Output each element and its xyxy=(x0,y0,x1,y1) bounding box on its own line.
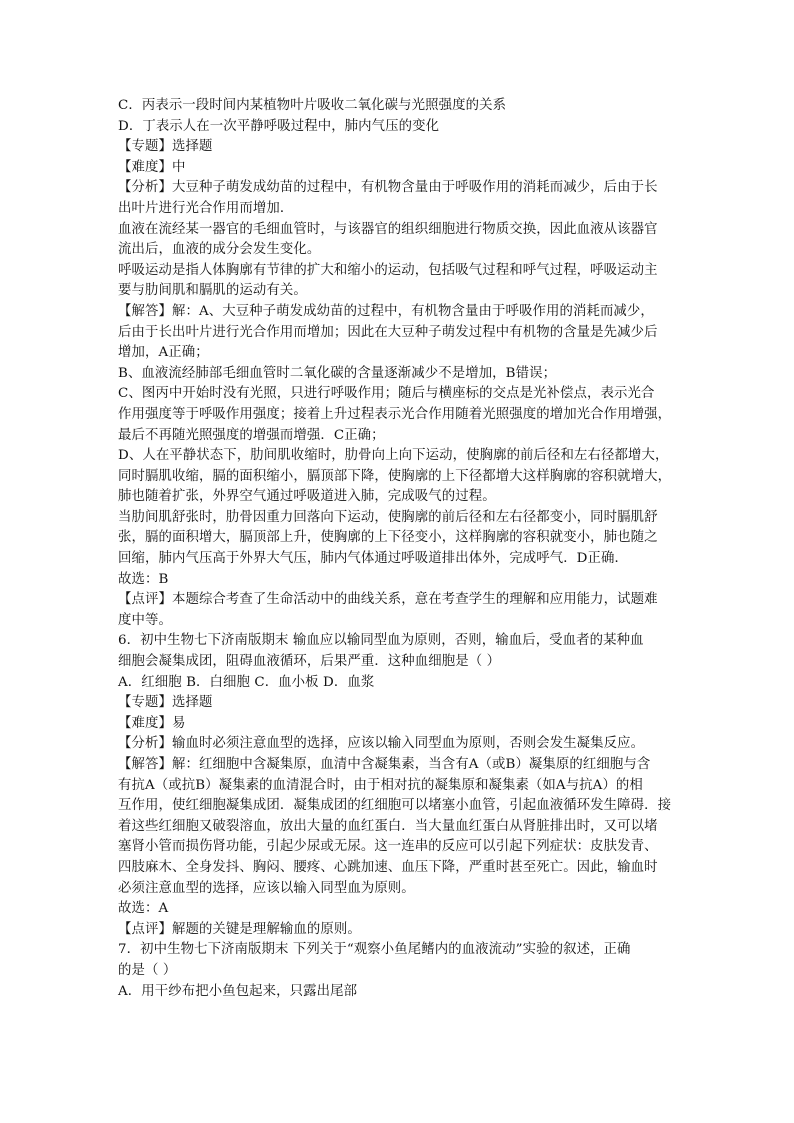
text-line: 当肋间肌舒张时，肋骨因重力回落向下运动，使胸廓的前后径和左右径都变小，同时膈肌舒 xyxy=(118,509,658,525)
text-line: 故选：A xyxy=(118,901,169,917)
text-line: 同时膈肌收缩，膈的面积缩小，膈顶部下降，使胸廓的上下径都增大这样胸廓的容积就增大， xyxy=(118,468,672,484)
text-line: D．丁表示人在一次平静呼吸过程中，肺内气压的变化 xyxy=(118,118,440,134)
text-line: 【难度】易 xyxy=(118,715,186,731)
text-line: 【解答】解：A、大豆种子萌发成幼苗的过程中，有机物含量由于呼吸作用的消耗而减少， xyxy=(118,303,654,319)
text-line: 出叶片进行光合作用而增加． xyxy=(118,200,294,216)
text-line: 【点评】解题的关键是理解输血的原则。 xyxy=(118,921,361,937)
text-line: 【难度】中 xyxy=(118,159,186,175)
text-line: 血液在流经某一器官的毛细血管时，与该器官的组织细胞进行物质交换，因此血液从该器官 xyxy=(118,221,658,237)
text-line: 四肢麻木、全身发抖、胸闷、腰疼、心跳加速、血压下降，严重时甚至死亡。因此，输血时 xyxy=(118,859,658,875)
text-line: A．红细胞 B．白细胞 C．血小板 D．血浆 xyxy=(118,674,375,690)
text-line: 作用强度等于呼吸作用强度；接着上升过程表示光合作用随着光照强度的增加光合作用增强， xyxy=(118,406,672,422)
text-line: 张，膈的面积增大，膈顶部上升，使胸廓的上下径变小，这样胸廓的容积就变小，肺也随之 xyxy=(118,530,658,546)
text-line: 【点评】本题综合考查了生命活动中的曲线关系，意在考查学生的理解和应用能力，试题难 xyxy=(118,592,658,608)
text-line: 肺也随着扩张，外界空气通过呼吸道进入肺，完成吸气的过程。 xyxy=(118,489,496,505)
text-line: 必须注意血型的选择，应该以输入同型血为原则。 xyxy=(118,880,415,896)
text-line: C、图丙中开始时没有光照，只进行呼吸作用；随后与横座标的交点是光补偿点，表示光合 xyxy=(118,386,655,402)
text-line: 7．初中生物七下济南版期末 下列关于“观察小鱼尾鳍内的血液流动”实验的叙述，正确 xyxy=(118,942,631,958)
text-line: 【解答】解：红细胞中含凝集原，血清中含凝集素，当含有A（或B）凝集原的红细胞与含 xyxy=(118,757,651,772)
text-line: 【分析】大豆种子萌发成幼苗的过程中，有机物含量由于呼吸作用的消耗而减少，后由于长 xyxy=(118,180,658,196)
text-line: 【分析】输血时必须注意血型的选择，应该以输入同型血为原则，否则会发生凝集反应。 xyxy=(118,736,645,752)
text-line: 流出后，血液的成分会发生变化。 xyxy=(118,242,321,258)
text-line: 度中等。 xyxy=(118,612,172,628)
text-line: 塞肾小管而损伤肾功能，引起少尿或无尿。这一连串的反应可以引起下列症状：皮肤发青、 xyxy=(118,839,658,855)
document-page xyxy=(118,96,678,1002)
text-line: D、人在平静状态下，肋间肌收缩时，肋骨向上向下运动，使胸廓的前后径和左右径都增大， xyxy=(118,448,669,464)
text-line: 要与肋间肌和膈肌的运动有关。 xyxy=(118,283,307,299)
text-line: 的是（ ） xyxy=(118,962,177,978)
text-line: 故选：B xyxy=(118,571,169,587)
text-line: 互作用，使红细胞凝集成团．凝集成团的红细胞可以堵塞小血管，引起血液循环发生障碍．接 xyxy=(118,798,672,814)
text-line: 【专题】选择题 xyxy=(118,695,213,711)
text-line: 后由于长出叶片进行光合作用而增加；因此在大豆种子萌发过程中有机物的含量是先减少后 xyxy=(118,324,658,340)
text-line: 回缩，肺内气压高于外界大气压，肺内气体通过呼吸道排出体外，完成呼气．D正确． xyxy=(118,551,628,567)
text-line: A．用干纱布把小鱼包起来，只露出尾部 xyxy=(118,983,358,999)
text-line: 最后不再随光照强度的增强而增强．C正确； xyxy=(118,427,385,443)
text-line: B、血液流经肺部毛细血管时二氧化碳的含量逐渐减少不是增加，B错误； xyxy=(118,365,557,381)
text-line: 呼吸运动是指人体胸廓有节律的扩大和缩小的运动，包括吸气过程和呼气过程，呼吸运动主 xyxy=(118,262,658,278)
text-line: C．丙表示一段时间内某植物叶片吸收二氧化碳与光照强度的关系 xyxy=(118,98,507,113)
text-line: 6．初中生物七下济南版期末 输血应以输同型血为原则，否则，输血后，受血者的某种血 xyxy=(118,633,644,649)
text-line: 【专题】选择题 xyxy=(118,139,213,155)
text-line: 着这些红细胞又破裂溶血，放出大量的血红蛋白．当大量血红蛋白从肾脏排出时，又可以堵 xyxy=(118,818,658,834)
text-line: 增加，A正确； xyxy=(118,345,209,361)
text-line: 有抗A（或抗B）凝集素的血清混合时，由于相对抗的凝集原和凝集素（如A与抗A）的相 xyxy=(118,777,643,793)
text-line: 细胞会凝集成团，阻碍血液循环，后果严重．这种血细胞是（ ） xyxy=(118,654,501,670)
